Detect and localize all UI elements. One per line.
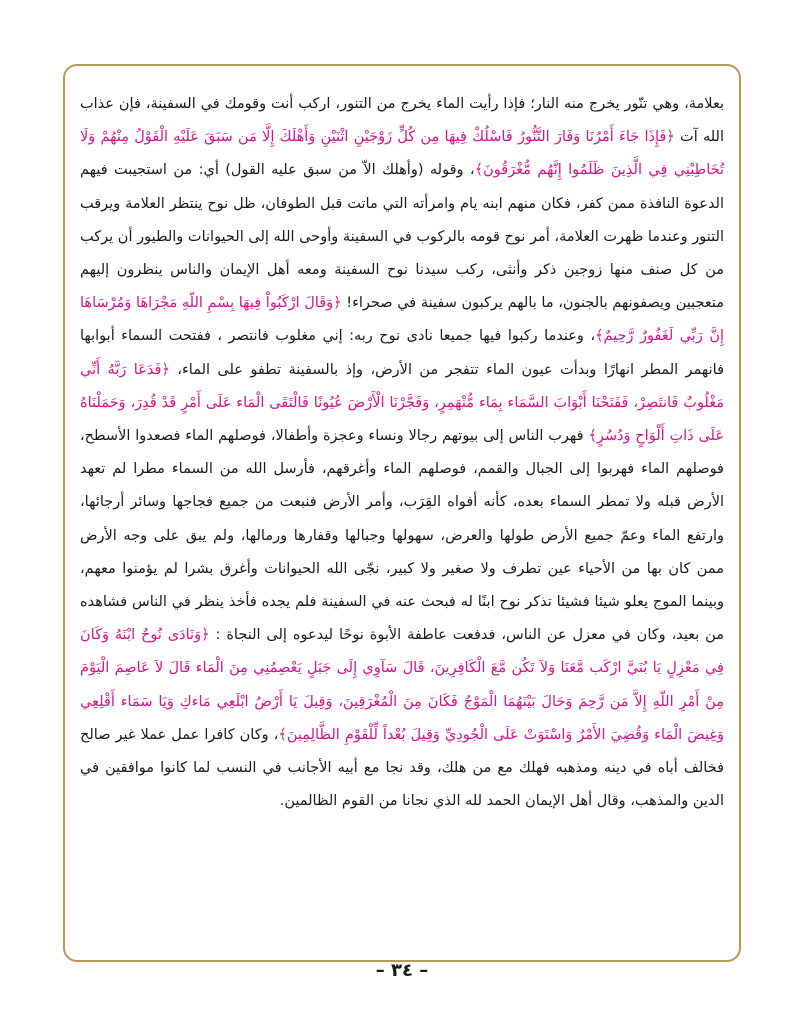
quran-verse: ﴿فَإِذَا جَاءَ أَمْرُنَا وَفَارَ التَّنُّورُ فَاسْلُكْ فِيهَا مِن كُلٍّ زَوْجَيْنِ اثْنَيْنِ وَأَهْلَكَ إِلَّا مَن سَبَقَ عَلَيْهِ الْقَوْلُ مِنْهُمْ وَلَا تُخَاطِبْنِي فِي الَّذِينَ ظَلَمُوا إِنَّهُم مُّغْرَقُونَ﴾ [80, 129, 725, 179]
quran-verse: ﴿وَقَالَ ارْكَبُواْ فِيهَا بِسْمِ اللّهِ مَجْرَاهَا وَمُرْسَاهَا إِنَّ رَبِّي لَغَفُورٌ رَّحِيمٌ﴾ [80, 295, 724, 345]
text-run: فهرب الناس إلى بيوتهم رجالا ونساء وعجزة وأطفالا، فوصلهم الماء فصعدوا الأسطح، فوصلهم الماء فهربوا إلى الجبال والقمم، فوصلهم الماء وأغرقهم، فأرسل الله من السماء مطرا لم تعهد الأرض قبله ولا تمطر السماء بعده، كأنه أفواه القِرَب، وأمر الأرض فنبعت من جميع فجاجها وسائر أرجائها، وارتفع الماء وعمّ جميع الأرض طولها والعرض، سهولها وجبالها وقفارها ورمالها، ولم يبق على وجه الأرض ممن كان بها من الأحياء عين تطرف ولا صغير ولا كبير، نجّى الله الحيوانات وأغرق بشرا لم يؤمنوا معهم، وبينما الموج يعلو شيئا فشيئا تذكر نوح ابنًا له فبحث عنه في السفينة فلم يجده فأخذ ينظر في الناس فشاهده من بعيد، وكان في معزل عن الناس، فدفعت عاطفة الأبوة نوحًا ليدعوه إلى النجاة : [80, 428, 724, 644]
quran-verse: ﴿فَدَعَا رَبَّهُ أَنِّي مَغْلُوبٌ فَانتَصِرْ، فَفَتَحْنَا أَبْوَابَ السَّمَاء بِمَاء مُّنْهَمِرٍ، وَفَجَّرْنَا الْأَرْضَ عُيُونًا فَالْتَقَى الْمَاء عَلَى أَمْرٍ قَدْ قُدِرَ، وَحَمَلْنَاهُ عَلَى ذَاتِ أَلْوَاحٍ وَدُسُرٍ﴾ [80, 361, 724, 445]
text-run: بعلامة، وهي تنّور يخرج منه النار؛ فإذا رأيت الماء يخرج من التنور، اركب أنت وقومك في السفينة، فإن عذاب الله آت [80, 96, 725, 146]
page-number: – ٣٤ – [375, 960, 429, 981]
quran-verse: ﴿وَنَادَى نُوحٌ ابْنَهُ وَكَانَ فِي مَعْزِلٍ يَا بُنَيَّ ارْكَب مَّعَنَا وَلاَ تَكُن مَّعَ الْكَافِرِينَ، قَالَ سَآوِي إِلَى جَبَلٍ يَعْصِمُنِي مِنَ الْمَاء قَالَ لاَ عَاصِمَ الْيَوْمَ مِنْ أَمْرِ اللّهِ إِلاَّ مَن رَّحِمَ وَحَالَ بَيْنَهُمَا الْمَوْجُ فَكَانَ مِنَ الْمُغْرَقِينَ، وَقِيلَ يَا أَرْضُ ابْلَعِي مَاءكِ وَيَا سَمَاء أَقْلِعِي وَغِيضَ الْمَاء وَقُضِيَ الأَمْرُ وَاسْتَوَتْ عَلَى الْجُودِيِّ وَقِيلَ بُعْداً لِّلْقَوْمِ الظَّالِمِينَ﴾ [80, 627, 724, 743]
body-paragraph [80, 88, 724, 818]
text-run: ، وكان كافرا عمل عملا غير صالح فخالف أباه في دينه ومذهبه فهلك مع من هلك، وقد نجا مع أبيه الأجانب في النسب لما كانوا موافقين في الدين والمذهب، وقال أهل الإيمان الحمد لله الذي نجانا من القوم الظالمين. [80, 726, 724, 810]
text-run: ، وعندما ركبوا فيها جميعا نادى نوح ربه: إني مغلوب فانتصر ، ففتحت السماء أبوابها فانهمر المطر انهارًا وبدأت عيون الماء تتفجر من الأرض، وإذ بالسفينة تطفو على الماء، [80, 328, 724, 378]
text-run: ، وقوله (وأهلك الاّ من سبق عليه القول) أي: من استجيبت فيهم الدعوة النافذة ممن كفر، فكان منهم ابنه يام وامرأته التي ماتت قبل الطوفان، ظل نوح ينتظر العلامة ويرقب التنور وعندما ظهرت العلامة، أمر نوح قومه بالركوب في السفينة وأوحى الله إلى الحيوانات والطيور أن يركب من كل صنف منها زوجين ذكر وأنثى، ركب سيدنا نوح السفينة ومعه أهل الإيمان والناس ينظرون إليهم متعجبين ويصفونهم بالجنون، ما بالهم يركبون سفينة في صحراء! [80, 162, 724, 312]
